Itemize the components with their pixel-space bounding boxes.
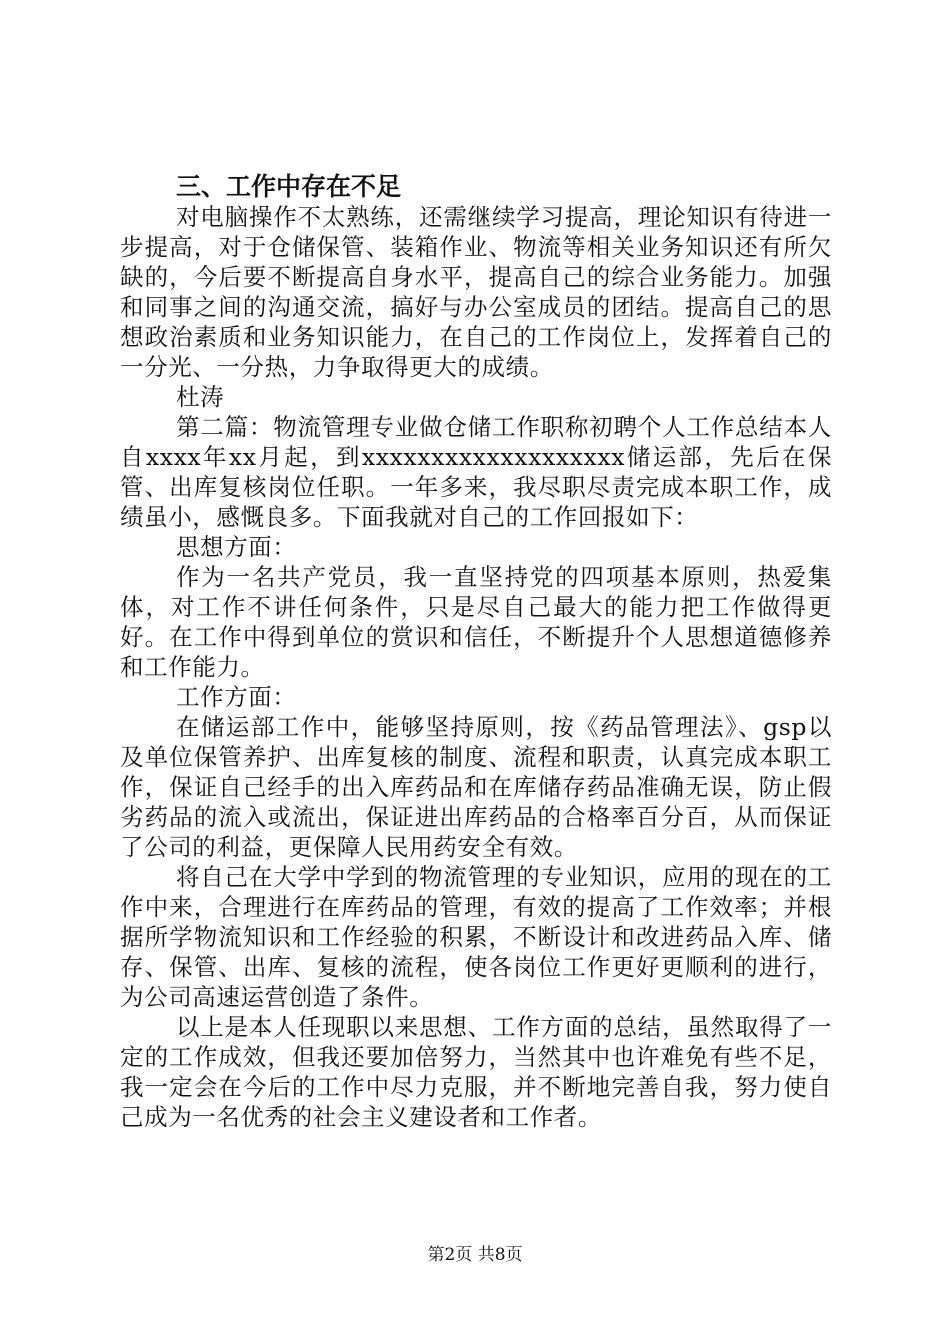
subheading-thought: 思想方面： bbox=[176, 533, 297, 561]
paragraph-knowledge-application: 将自己在大学中学到的物流管理的专业知识，应用的现在的工作中来，合理进行在库药品的管理，有效的提高了工作效率；并根据所学物流知识和工作经验的积累，不断设计和改进药品入库、储存、保管、出库、复核的流程，使各岗位工作更好更顺利的进行，为公司高速运营创造了条件。 bbox=[120, 863, 832, 1011]
paragraph-work: 在储运部工作中，能够坚持原则，按《药品管理法》、gsp以及单位保管养护、出库复核的制度、流程和职责，认真完成本职工作，保证自己经手的出入库药品和在库储存药品准确无误，防止假劣药品的流入或流出，保证进出库药品的合格率百分百，从而保证了公司的利益，更保障人民用药安全有效。 bbox=[120, 713, 832, 861]
paragraph-thought: 作为一名共产党员，我一直坚持党的四项基本原则，热爱集体，对工作不讲任何条件，只是尽自己最大的能力把工作做得更好。在工作中得到单位的赏识和信任，不断提升个人思想道德修养和工作能力。 bbox=[120, 563, 832, 681]
document-body bbox=[120, 172, 832, 1132]
paragraph-second-article-intro: 第二篇：物流管理专业做仓储工作职称初聘个人工作总结本人自xxxx年xx月起，到xxxxxxxxxxxxxxxxxxx储运部，先后在保管、出库复核岗位任职。一年多来，我尽职尽责完成本职工作，成绩虽小，感慨良多。下面我就对自己的工作回报如下： bbox=[120, 413, 832, 531]
page-number-footer: 第2页 共8页 bbox=[427, 1245, 523, 1265]
paragraph-shortcomings: 对电脑操作不太熟练，还需继续学习提高，理论知识有待进一步提高，对于仓储保管、装箱作业、物流等相关业务知识还有所欠缺的，今后要不断提高自身水平，提高自己的综合业务能力。加强和同事之间的沟通交流，搞好与办公室成员的团结。提高自己的思想政治素质和业务知识能力，在自己的工作岗位上，发挥着自己的一分光、一分热，力争取得更大的成绩。 bbox=[120, 203, 832, 381]
paragraph-conclusion: 以上是本人任现职以来思想、工作方面的总结，虽然取得了一定的工作成效，但我还要加倍努力，当然其中也许难免有些不足，我一定会在今后的工作中尽力克服，并不断地完善自我，努力使自己成为一名优秀的社会主义建设者和工作者。 bbox=[120, 1013, 832, 1131]
subheading-work: 工作方面： bbox=[176, 683, 297, 711]
section-heading: 三、工作中存在不足 bbox=[176, 172, 402, 201]
author-name: 杜涛 bbox=[176, 383, 225, 411]
